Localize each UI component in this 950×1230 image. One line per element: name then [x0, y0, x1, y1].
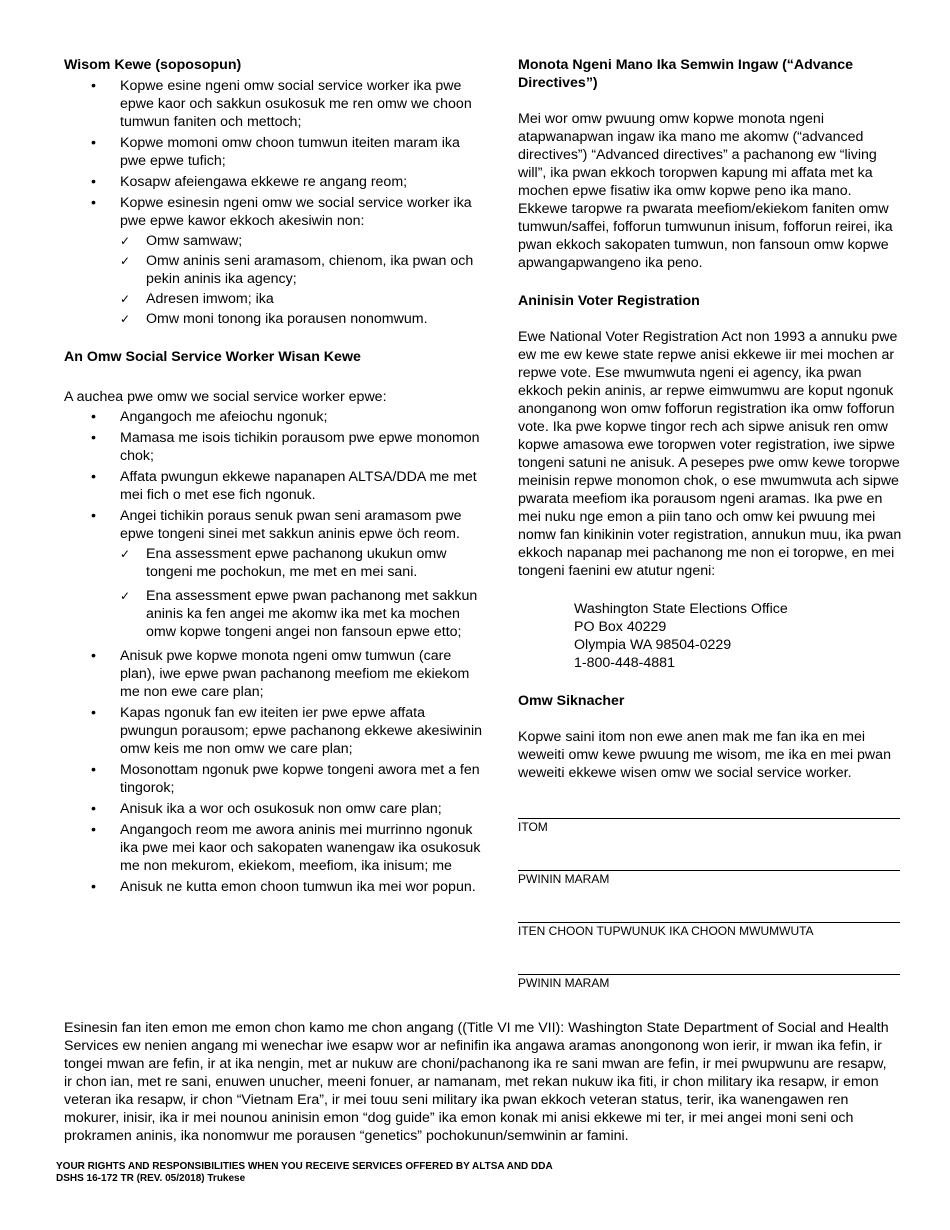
signature-block [518, 818, 900, 990]
phone-number: 1-800-448-4881 [574, 655, 675, 671]
check-item: ✓ Adresen imwom; ika [120, 290, 484, 308]
left-column [64, 56, 484, 899]
signature-instructions: Kopwe saini itom non ewe anen mak me fan ika en mei weweiti omw kewe pwuung me wisom, me ika en mei pwan weweiti ekkewe wisen omw we social service worker. [518, 729, 891, 781]
list-item: • Kapas ngonuk fan ew iteiten ier pwe epwe affata pwungun porausom; epwe pachanong ekkewe akesiwinin omw keis me non omw we care plan; [64, 704, 484, 758]
signature-label: PWININ MARAM [518, 976, 610, 990]
list-item: • Kopwe momoni omw choon tumwun iteiten maram ika pwe epwe tufich; [64, 134, 484, 170]
right-column [518, 56, 902, 990]
check-item: ✓ Omw samwaw; [120, 232, 484, 250]
form-footer [56, 1161, 553, 1185]
list-item: • Mamasa me isois tichikin porausom pwe epwe monomon chok; [64, 429, 484, 465]
voter-registration-text: Ewe National Voter Registration Act non 1993 a annuku pwe ew me ew kewe state repwe anisi ekkewe iir mei mochen ar repwe vote. Ese mwumwuta ngeni ei agency, ika pwan ekkoch pekin aninis, ar repwe eimwumwu are koput ngonuk anonganong won omw fofforun registration ika omw fofforun vote. Ika pwe kopwe tingor rech ach sipwe anisuk ren omw kopwe amasowa ewe toropwen voter registration, iwe sipwe tongeni satuni ne anisuk. A pesepes pwe omw kewe toropwe meinisin repwe monomon chok, o ese mwumwuta ach sipwe pwarata meefiom ika porausom ngeni aramas. Ika pwe en mei nuku nge emon a piin tano och omw kei pwuung mei nomw fan kinikinin voter registration, annukun muu, ika pwan ekkoch napanap mei pachanong me non ei toropwe, en mei tongeni faenini ew atutur ngeni: [518, 329, 902, 579]
worker-duties-intro: A auchea pwe omw we social service worker epwe: [64, 389, 387, 405]
nondiscrimination-notice: Esinesin fan iten emon me emon chon kamo me chon angang ((Title VI me VII): Washington State Department of Social and Health Services ew nenien angang mi wenechar iwe esapw wor ar nefinifin ika angawa aramas anongonong won ierir, ir mwan ika fefin, ir tongei mwan are fefin, ir at ika nengin, met ar nukuw are choni/pachanong ika re sani mwan are fefin, ir mei pwupwunu are resapw, ir chon ian, met re sani, enuwen unucher, meeni fonuer, ar namanam, met rekan nukuw ika fiti, ir chon military ika resapw, ir emon veteran ika resapw, ir chon “Vietnam Era”, ir mei touu seni military ika pwan ekkoch veteran status, terir, ika wanengawen ren mokurer, inisir, ika ir mei nounou aninisin emon “dog guide” ika emon konak mi anisi ekkewe mi ter, ir mei angei moni seni och prokramen aninis, ika nonomwur me porausen “genetics” pochokunun/semwinin ar famini. [64, 1020, 889, 1144]
check-list [120, 232, 484, 328]
signature-line-representative[interactable] [518, 922, 900, 938]
list-item: • Angangoch me afeiochu ngonuk; [64, 408, 484, 426]
voter-registration-heading: Aninisin Voter Registration [518, 293, 700, 309]
worker-duties-heading: An Omw Social Service Worker Wisan Kewe [64, 349, 361, 365]
list-item: • Anisuk ne kutta emon choon tumwun ika mei wor popun. [64, 878, 484, 896]
check-item: ✓ Omw moni tonong ika porausen nonomwum. [120, 310, 484, 328]
advance-directives-heading: Monota Ngeni Mano Ika Semwin Ingaw (“Advance Directives”) [518, 57, 854, 91]
signature-line-date[interactable] [518, 870, 900, 886]
list-item [64, 194, 484, 328]
list-item: • Kopwe esine ngeni omw social service worker ika pwe epwe kaor och sakkun osukosuk me ren omw we choon tumwun faniten och mettoch; [64, 77, 484, 131]
signature-line-representative-date[interactable] [518, 974, 900, 990]
form-number: DSHS 16-172 TR (REV. 05/2018) Trukese [56, 1173, 246, 1184]
worker-duties-list [64, 408, 484, 896]
assessment-check-list [120, 545, 484, 641]
list-item-text: Angei tichikin poraus senuk pwan seni aramasom pwe epwe tongeni sinei met sakkun aninis epwe öch reom. [120, 508, 462, 542]
signature-label: PWININ MARAM [518, 872, 610, 886]
list-item [64, 507, 484, 641]
footer-title: YOUR RIGHTS AND RESPONSIBILITIES WHEN YOU RECEIVE SERVICES OFFERED BY ALTSA AND DDA [56, 1161, 553, 1172]
advance-directives-text: Mei wor omw pwuung omw kopwe monota ngeni atapwanapwan ingaw ika mano me akomw (“advanced directives”) “Advanced directives” a pachanong ew “living will”, ika pwan ekkoch toropwen kapung mi affata met ka mochen epwe fisatiw ika omw kopwe peno ika mano. Ekkewe taropwe ra pwarata meefiom/ekiekom faniten omw tumwun/saffei, fofforun tumwunun inisum, fofforun reirei, ika pwan ekkoch sakopaten tumwun, non fansoun omw kopwe apwangapwangeno ika peno. [518, 111, 893, 271]
signature-line-name[interactable] [518, 818, 900, 834]
address-line: Olympia WA 98504-0229 [574, 637, 732, 653]
responsibilities-heading: Wisom Kewe (soposopun) [64, 57, 242, 73]
signature-label: ITOM [518, 820, 548, 834]
list-item: • Anisuk pwe kopwe monota ngeni omw tumwun (care plan), iwe epwe pwan pachanong meefiom me ekiekom me non ewe care plan; [64, 647, 484, 701]
responsibilities-list [64, 77, 484, 328]
signature-heading: Omw Siknacher [518, 693, 625, 709]
check-item: ✓ Omw aninis seni aramasom, chienom, ika pwan och pekin aninis ika agency; [120, 252, 484, 288]
address-line: PO Box 40229 [574, 619, 667, 635]
signature-label: ITEN CHOON TUPWUNUK IKA CHOON MWUMWUTA [518, 924, 814, 938]
list-item-text: Kopwe esinesin ngeni omw we social service worker ika pwe epwe kawor ekkoch akesiwin non: [120, 195, 472, 229]
list-item: • Angangoch reom me awora aninis mei murrinno ngonuk ika pwe mei kaor och sakopaten wanengaw ika osukosuk me non mekurom, ekiekom, meefiom, ika inisum; me [64, 821, 484, 875]
list-item: • Anisuk ika a wor och osukosuk non omw care plan; [64, 800, 484, 818]
check-item: ✓ Ena assessment epwe pachanong ukukun omw tongeni me pochokun, me met en mei sani. [120, 545, 484, 581]
elections-office-address [518, 600, 902, 672]
list-item: • Mosonottam ngonuk pwe kopwe tongeni awora met a fen tingorok; [64, 761, 484, 797]
check-item: ✓ Ena assessment epwe pwan pachanong met sakkun aninis ka fen angei me akomw ika met ka mochen omw kopwe tongeni angei non fansoun epwe etto; [120, 587, 484, 641]
list-item: • Affata pwungun ekkewe napanapen ALTSA/DDA me met mei fich o met ese fich ngonuk. [64, 468, 484, 504]
list-item: • Kosapw afeiengawa ekkewe re angang reom; [64, 173, 484, 191]
address-line: Washington State Elections Office [574, 601, 788, 617]
